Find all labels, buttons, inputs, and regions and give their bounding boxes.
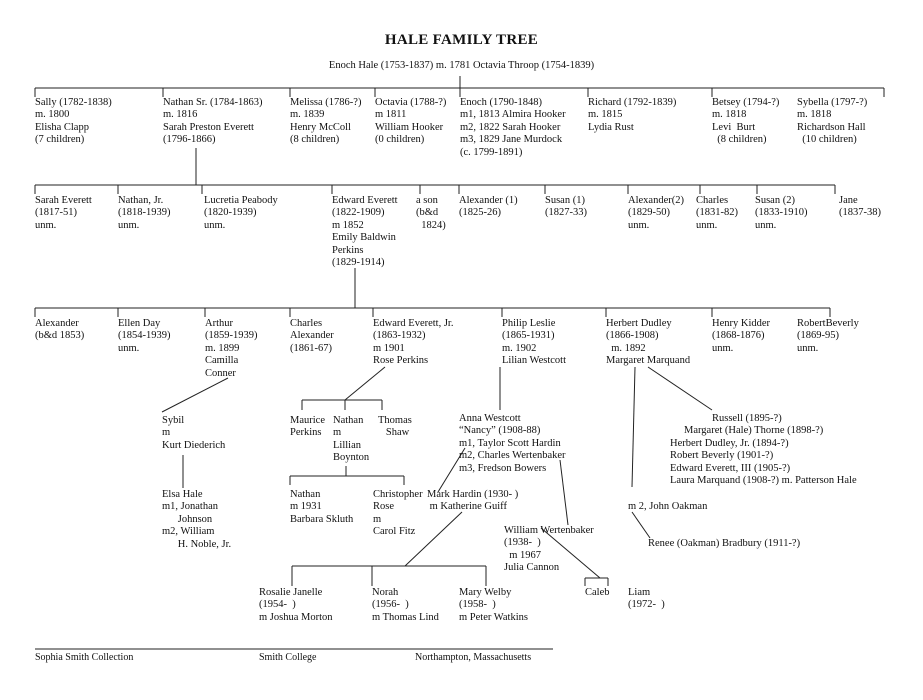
person-alexander-1: Alexander (1) (1825-26) — [459, 195, 518, 219]
person-edward-everett-jr: Edward Everett, Jr. (1863-1932) m 1901 Rose Perkins — [373, 318, 454, 367]
person-nathan-1931: Nathan m 1931 Barbara Skluth — [290, 489, 354, 525]
person-norah: Norah (1956- ) m Thomas Lind — [372, 587, 439, 623]
person-jane: Jane (1837-38) — [839, 195, 881, 219]
person-enoch: Enoch (1790-1848) m1, 1813 Almira Hooker m2, 1822 Sarah Hooker m3, 1829 Jane Murdock (c. 1799-1891) — [460, 97, 566, 158]
person-mark-hardin: Mark Hardin (1930- ) m Katherine Guiff — [427, 489, 519, 513]
person-elsa-hale: Elsa Hale m1, Jonathan Johnson m2, William H. Noble, Jr. — [162, 489, 232, 550]
person-ellen-day: Ellen Day (1854-1939) unm. — [118, 318, 171, 354]
person-melissa: Melissa (1786-?) m. 1839 Henry McColl (8 children) — [290, 97, 362, 146]
person-sybella: Sybella (1797-?) m. 1818 Richardson Hall (10 children) — [797, 97, 868, 146]
person-edward-everett: Edward Everett (1822-1909) m 1852 Emily Baldwin Perkins (1829-1914) — [332, 195, 398, 269]
person-charles-alexander: Charles Alexander (1861-67) — [290, 318, 334, 354]
person-susan-2: Susan (2) (1833-1910) unm. — [755, 195, 808, 231]
person-anna-westcott: Anna Westcott “Nancy” (1908-88) m1, Taylor Scott Hardin m2, Charles Wertenbaker m3, Fredson Bowers — [459, 413, 566, 474]
person-sarah-everett: Sarah Everett (1817-51) unm. — [35, 195, 92, 231]
person-nathan-jr: Nathan, Jr. (1818-1939) unm. — [118, 195, 171, 231]
person-henry-kidder: Henry Kidder (1868-1876) unm. — [712, 318, 771, 354]
person-sally: Sally (1782-1838) m. 1800 Elisha Clapp (7 children) — [35, 97, 112, 146]
person-richard: Richard (1792-1839) m. 1815 Lydia Rust — [588, 97, 677, 133]
person-alexander-2: Alexander(2) (1829-50) unm. — [628, 195, 684, 231]
person-sybil: Sybil m Kurt Diederich — [162, 415, 226, 451]
page-title: HALE FAMILY TREE — [384, 32, 539, 48]
person-christopher-rose: Christopher Rose m Carol Fitz — [373, 489, 423, 538]
root-couple: Enoch Hale (1753-1837) m. 1781 Octavia Throop (1754-1839) — [328, 60, 595, 71]
person-alexander-gen3: Alexander (b&d 1853) — [35, 318, 85, 342]
person-nathan-sr: Nathan Sr. (1784-1863) m. 1816 Sarah Preston Everett (1796-1866) — [163, 97, 263, 146]
person-thomas-shaw: Thomas Shaw — [378, 415, 412, 439]
person-renee-bradbury: Renee (Oakman) Bradbury (1911-?) — [648, 538, 801, 549]
person-russell: Russell (1895-?) — [712, 413, 782, 424]
person-arthur: Arthur (1859-1939) m. 1899 Camilla Conner — [205, 318, 258, 379]
person-philip-leslie: Philip Leslie (1865-1931) m. 1902 Lilian Westcott — [502, 318, 566, 367]
person-herbert-dudley-jr-siblings: Herbert Dudley, Jr. (1894-?) Robert Beverly (1901-?) Edward Everett, III (1905-?) Laura Marquand (1908-?) m. Patterson Hale — [670, 438, 857, 487]
person-betsey: Betsey (1794-?) m. 1818 Levi Burt (8 children) — [712, 97, 780, 146]
person-charles: Charles (1831-82) unm. — [696, 195, 738, 231]
person-herbert-dudley: Herbert Dudley (1866-1908) m. 1892 Margaret Marquand — [606, 318, 691, 367]
person-mary-welby: Mary Welby (1958- ) m Peter Watkins — [459, 587, 528, 623]
person-a-son: a son (b&d 1824) — [416, 195, 446, 231]
footer-collection: Sophia Smith Collection — [35, 652, 134, 663]
person-robert-beverly: RobertBeverly (1869-95) unm. — [797, 318, 859, 354]
person-rosalie-janelle: Rosalie Janelle (1954- ) m Joshua Morton — [259, 587, 333, 623]
person-susan-1: Susan (1) (1827-33) — [545, 195, 587, 219]
person-nathan-lillian: Nathan m Lillian Boynton — [333, 415, 370, 464]
person-william-wertenbaker: William Wertenbaker (1938- ) m 1967 Julia Cannon — [504, 525, 594, 574]
person-margaret-thorne: Margaret (Hale) Thorne (1898-?) — [684, 425, 824, 436]
footer-college: Smith College — [259, 652, 317, 663]
person-liam: Liam (1972- ) — [628, 587, 665, 611]
person-octavia: Octavia (1788-?) m 1811 William Hooker (0 children) — [375, 97, 447, 146]
person-caleb: Caleb — [585, 587, 610, 598]
footer-location: Northampton, Massachusetts — [415, 652, 532, 663]
person-lucretia-peabody: Lucretia Peabody (1820-1939) unm. — [204, 195, 278, 231]
person-john-oakman: m 2, John Oakman — [628, 501, 708, 512]
person-maurice-perkins: Maurice Perkins — [290, 415, 325, 439]
